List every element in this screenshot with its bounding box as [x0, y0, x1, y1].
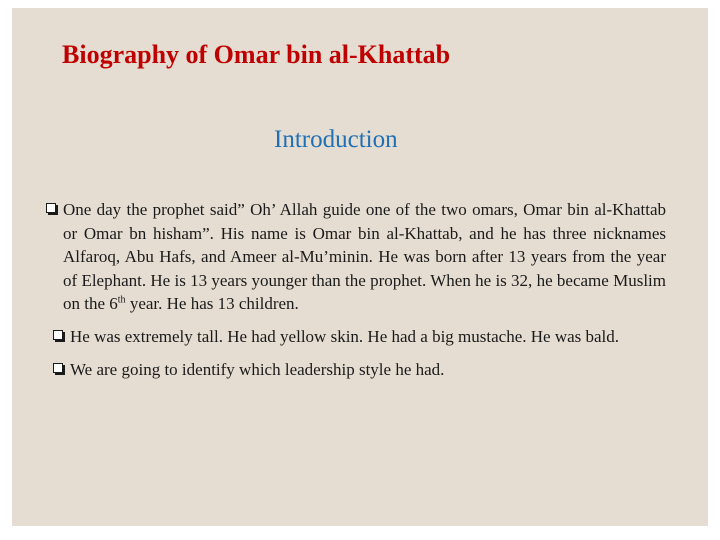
bullet-text: We are going to identify which leadership style he had.: [70, 360, 445, 379]
slide-subtitle: Introduction: [274, 126, 398, 153]
slide-title: Biography of Omar bin al-Khattab: [62, 40, 451, 69]
bullet-list: [46, 198, 666, 382]
bullet-text: He was extremely tall. He had yellow skin. He had a big mustache. He was bald.: [70, 326, 620, 346]
slide: [12, 8, 708, 526]
bullet-text-end: year. He has 13 children.: [125, 294, 299, 313]
checkbox-square-icon: [53, 330, 63, 340]
ordinal-superscript: th: [117, 294, 126, 306]
bullet-item-appearance: [53, 325, 650, 349]
bullet-text: One day the prophet said” Oh’ Allah guide one of the two omars, Omar bin al-Khattab or Omar bn hisham”. His name is Omar bin al-Khattab, and he has three nicknames Alfaroq, Abu Hafs, and Ameer al-Mu’minin. He was born after 13 years from the year of Elephant. He is 13 years younger than the prophet. When he is 32, he became Muslim on the 6: [63, 200, 666, 313]
checkbox-square-icon: [53, 363, 63, 373]
bullet-item-biography: [46, 198, 666, 316]
checkbox-square-icon: [46, 203, 56, 213]
bullet-item-leadership: [53, 358, 650, 382]
